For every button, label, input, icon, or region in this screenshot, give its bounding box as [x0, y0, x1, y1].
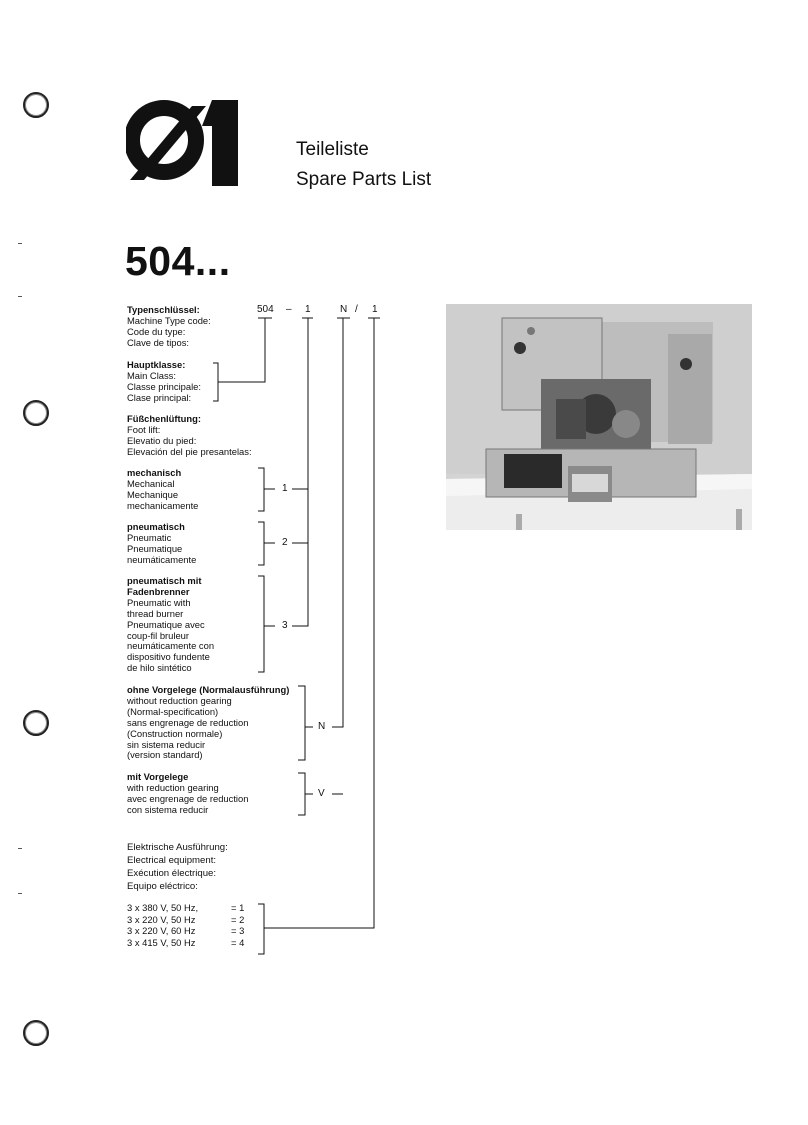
- code-gear-letter: N: [340, 304, 348, 315]
- electrical-line: Electrical equipment:: [127, 855, 217, 866]
- code-slash: /: [355, 304, 358, 315]
- code-tick: [258, 318, 272, 328]
- with-gear-bracket: [298, 773, 343, 815]
- with-gear-heading: mit Vorgelege: [127, 771, 189, 782]
- voltage-code: = 3: [231, 925, 245, 936]
- value-pneumatic-burner: 3: [282, 620, 288, 631]
- code-tick: [337, 318, 350, 325]
- without-gear-line: without reduction gearing: [127, 694, 232, 706]
- code-dash: –: [286, 304, 292, 315]
- mechanical-line: Mechanical: [127, 477, 175, 489]
- mechanical-heading: mechanisch: [127, 467, 182, 478]
- pneumatic-burner-line: Pneumatic with: [127, 596, 191, 608]
- foot-lift-line: Elevación del pie presantelas:: [127, 445, 252, 457]
- with-gear-line: con sistema reducir: [127, 803, 209, 815]
- voltage-label: 3 x 380 V, 50 Hz,: [127, 902, 199, 913]
- electrical-line: Exécution électrique:: [127, 868, 217, 879]
- pneumatic-line: Pneumatic: [127, 531, 172, 543]
- without-gear-heading: ohne Vorgelege (Normalausführung): [127, 684, 290, 695]
- type-key-line: Clave de tipos:: [127, 336, 190, 348]
- pneumatic-burner-heading: Fadenbrenner: [127, 585, 190, 597]
- voltage-label: 3 x 220 V, 60 Hz: [127, 925, 196, 936]
- main-class-line: Classe principale:: [127, 380, 201, 392]
- value-without-gear: N: [318, 721, 326, 732]
- voltage-code: = 1: [231, 902, 245, 913]
- code-prefix: 504: [257, 304, 274, 315]
- pneumatic-burner-heading: pneumatisch mit: [127, 575, 202, 586]
- electrical-line: Equipo eléctrico:: [127, 881, 198, 892]
- voltage-label: 3 x 220 V, 50 Hz: [127, 913, 196, 925]
- without-gear-line: (Construction normale): [127, 727, 223, 739]
- code-elec-digit: 1: [372, 304, 378, 315]
- value-with-gear: V: [318, 788, 325, 799]
- main-class-line: Main Class:: [127, 369, 176, 381]
- main-class-bracket: [213, 328, 265, 401]
- mechanical-line: Mechanique: [127, 488, 179, 500]
- title-german: Teileliste: [296, 139, 369, 160]
- without-gear-line: sans engrenage de reduction: [127, 716, 249, 728]
- type-key-line: Machine Type code:: [127, 314, 211, 326]
- main-class-line: Clase principal:: [127, 391, 192, 403]
- without-gear-line: (Normal-specification): [127, 705, 219, 717]
- with-gear-line: avec engrenage de reduction: [127, 792, 249, 804]
- code-tick: [368, 318, 380, 325]
- title-english: Spare Parts List: [296, 169, 432, 190]
- code-tick: [302, 318, 313, 325]
- voltage-code: = 2: [231, 913, 245, 925]
- mechanical-line: mechanicamente: [127, 499, 199, 511]
- pneumatic-burner-line: Pneumatique avec: [127, 618, 205, 630]
- voltage-label: 3 x 415 V, 50 Hz: [127, 936, 196, 948]
- main-class-heading: Hauptklasse:: [127, 359, 186, 370]
- type-key-line: Code du type:: [127, 325, 186, 337]
- foot-lift-heading: Füßchenlüftung:: [127, 413, 201, 424]
- pneumatic-burner-line: neumáticamente con: [127, 640, 215, 652]
- with-gear-line: with reduction gearing: [127, 781, 219, 793]
- without-gear-line: (version standard): [127, 749, 203, 761]
- foot-lift-line: Foot lift:: [127, 423, 161, 435]
- pneumatic-bracket: [258, 522, 308, 565]
- pneumatic-heading: pneumatisch: [127, 521, 185, 532]
- model-number: 504...: [125, 238, 231, 284]
- value-pneumatic: 2: [282, 537, 288, 548]
- code-class-digit: 1: [305, 304, 311, 315]
- pneumatic-line: neumáticamente: [127, 553, 197, 565]
- mechanical-bracket: [258, 468, 308, 511]
- pneumatic-line: Pneumatique: [127, 542, 183, 554]
- pneumatic-burner-line: coup-fil bruleur: [127, 629, 190, 641]
- voltage-bracket: [258, 325, 374, 954]
- machine-photo: [446, 304, 752, 530]
- electrical-heading: Elektrische Ausführung:: [127, 842, 228, 853]
- without-gear-line: sin sistema reducir: [127, 738, 206, 750]
- pneumatic-burner-line: dispositivo fundente: [127, 651, 210, 663]
- value-mechanical: 1: [282, 483, 288, 494]
- type-key-heading: Typenschlüssel:: [127, 304, 200, 315]
- pneumatic-burner-line: thread burner: [127, 607, 184, 619]
- pneumatic-burner-line: de hilo sintético: [127, 662, 192, 674]
- foot-lift-line: Elevatio du pied:: [127, 434, 197, 446]
- voltage-code: = 4: [231, 936, 245, 948]
